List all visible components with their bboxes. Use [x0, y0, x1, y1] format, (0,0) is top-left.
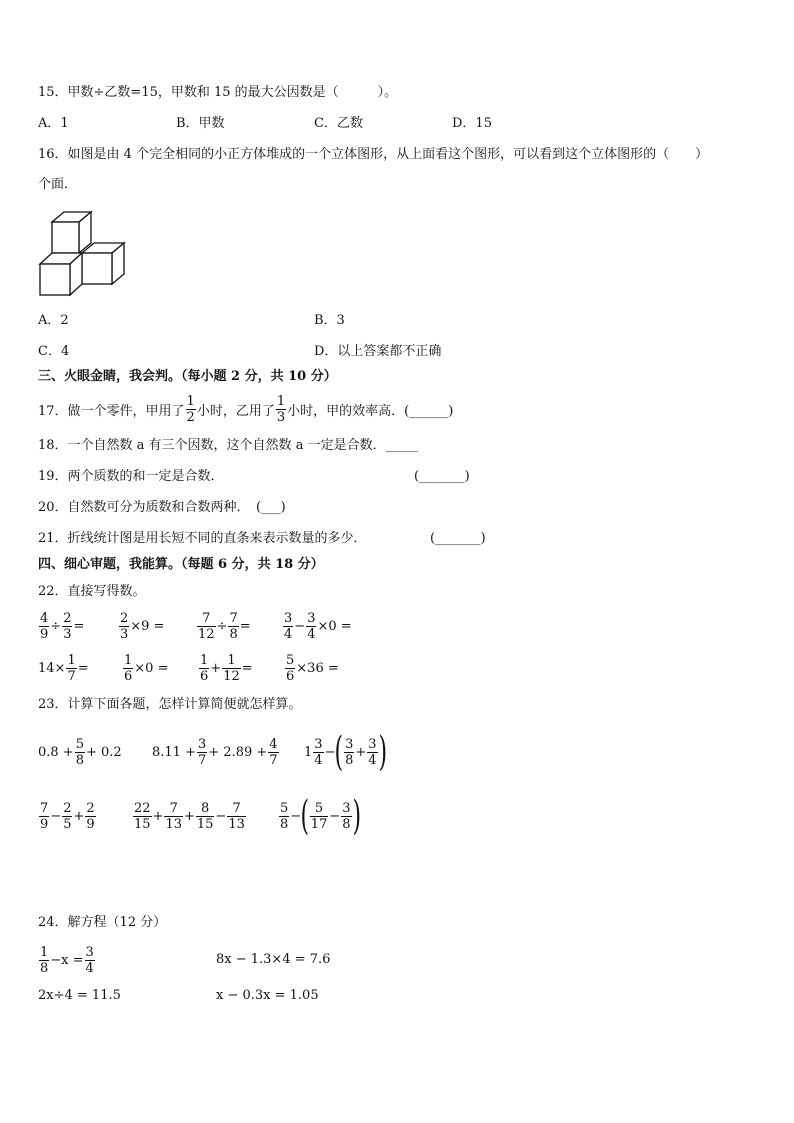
q17-line	[38, 390, 453, 428]
q19-answer-blank: (_______)	[414, 469, 470, 484]
q16-option-b: B．3	[314, 313, 345, 328]
q23-expression-4: $\frac{7}{9}$ − $\frac{2}{5}$ + $\frac{2}{9}$	[40, 800, 95, 832]
q17-fraction-2: $\frac{1}{3}$	[276, 393, 286, 425]
q19-text: 19．两个质数的和一定是合数．	[38, 469, 224, 484]
q22-title: 22．直接写得数。	[38, 584, 146, 599]
q22-expression-2: $\frac{2}{3}$ ×9 =	[120, 610, 165, 642]
q16-text-line1: 16．如图是由 4 个完全相同的小正方体堆成的一个立体图形，从上面看这个图形，可以看到这个立体图形的（ ）	[38, 147, 709, 162]
q16-option-a: A．2	[38, 313, 69, 328]
q17-text-b: 小时，乙用了	[196, 403, 275, 419]
q15-option-a: A．1	[38, 116, 69, 131]
q15-option-d: D．15	[452, 116, 492, 131]
q21-answer-blank: (_______)	[430, 531, 486, 546]
section3-title: 三、火眼金睛，我会判。（每小题 2 分，共 10 分）	[38, 369, 337, 384]
q16-text-line2: 个面．	[38, 177, 78, 192]
q23-expression-5: $\frac{22}{15}$ + $\frac{7}{13}$ + $\frac{8}{15}$ − $\frac{7}{13}$	[134, 800, 245, 832]
q24-equation-3: 2x÷4 = 11.5	[38, 988, 121, 1003]
q16-option-c: C．4	[38, 344, 70, 359]
q17-fraction-1: $\frac{1}{2}$	[186, 393, 195, 425]
q20-text: 20．自然数可分为质数和合数两种． (___)	[38, 500, 286, 515]
q23-expression-3: 1 $\frac{3}{4}$ − ( $\frac{3}{8}$ + $\frac{3}{4}$ )	[304, 729, 387, 775]
q22-expression-3: $\frac{7}{12}$ ÷ $\frac{7}{8}$ =	[198, 610, 251, 642]
q23-expression-6: $\frac{5}{8}$ − ( $\frac{5}{17}$ − $\frac{3}{8}$ )	[280, 793, 361, 839]
q18-text: 18．一个自然数 a 有三个因数，这个自然数 a 一定是合数．_____	[38, 438, 419, 453]
q22-expression-1: $\frac{4}{9}$ ÷ $\frac{2}{3}$ =	[40, 610, 85, 642]
q21-text: 21．折线统计图是用长短不同的直条来表示数量的多少．	[38, 531, 367, 546]
q16-option-d: D．以上答案都不正确	[314, 344, 442, 359]
q22-expression-5: 14× $\frac{1}{7}$ =	[38, 652, 89, 684]
cube-stack-figure	[38, 208, 128, 298]
q24-title: 24．解方程（12 分）	[38, 915, 167, 930]
q22-expression-8: $\frac{5}{6}$ ×36 =	[286, 652, 339, 684]
q22-expression-7: $\frac{1}{6}$ + $\frac{1}{12}$ =	[200, 652, 253, 684]
section4-title: 四、细心审题，我能算。（每题 6 分，共 18 分）	[38, 557, 324, 572]
q15-text: 15．甲数÷乙数=15，甲数和 15 的最大公因数是（ ）。	[38, 85, 398, 100]
q24-equation-2: 8x − 1.3×4 = 7.6	[216, 952, 331, 967]
q22-expression-4: $\frac{3}{4}$ − $\frac{3}{4}$ ×0 =	[284, 610, 352, 642]
q24-equation-1: $\frac{1}{8}$ −x = $\frac{3}{4}$	[40, 944, 94, 976]
q17-text-a: 17．做一个零件，甲用了	[38, 403, 185, 419]
q23-expression-2: 8.11 + $\frac{3}{7}$ + 2.89 + $\frac{4}{7}$	[152, 736, 278, 768]
q15-option-b: B．甲数	[176, 116, 225, 131]
q24-equation-4: x − 0.3x = 1.05	[216, 988, 319, 1003]
q22-expression-6: $\frac{1}{6}$ ×0 =	[124, 652, 169, 684]
q23-title: 23．计算下面各题，怎样计算简便就怎样算。	[38, 697, 302, 712]
q23-expression-1: 0.8 + $\frac{5}{8}$ + 0.2	[38, 736, 122, 768]
q17-text-c: 小时，甲的效率高．(______)	[287, 403, 454, 419]
q15-option-c: C．乙数	[314, 116, 363, 131]
